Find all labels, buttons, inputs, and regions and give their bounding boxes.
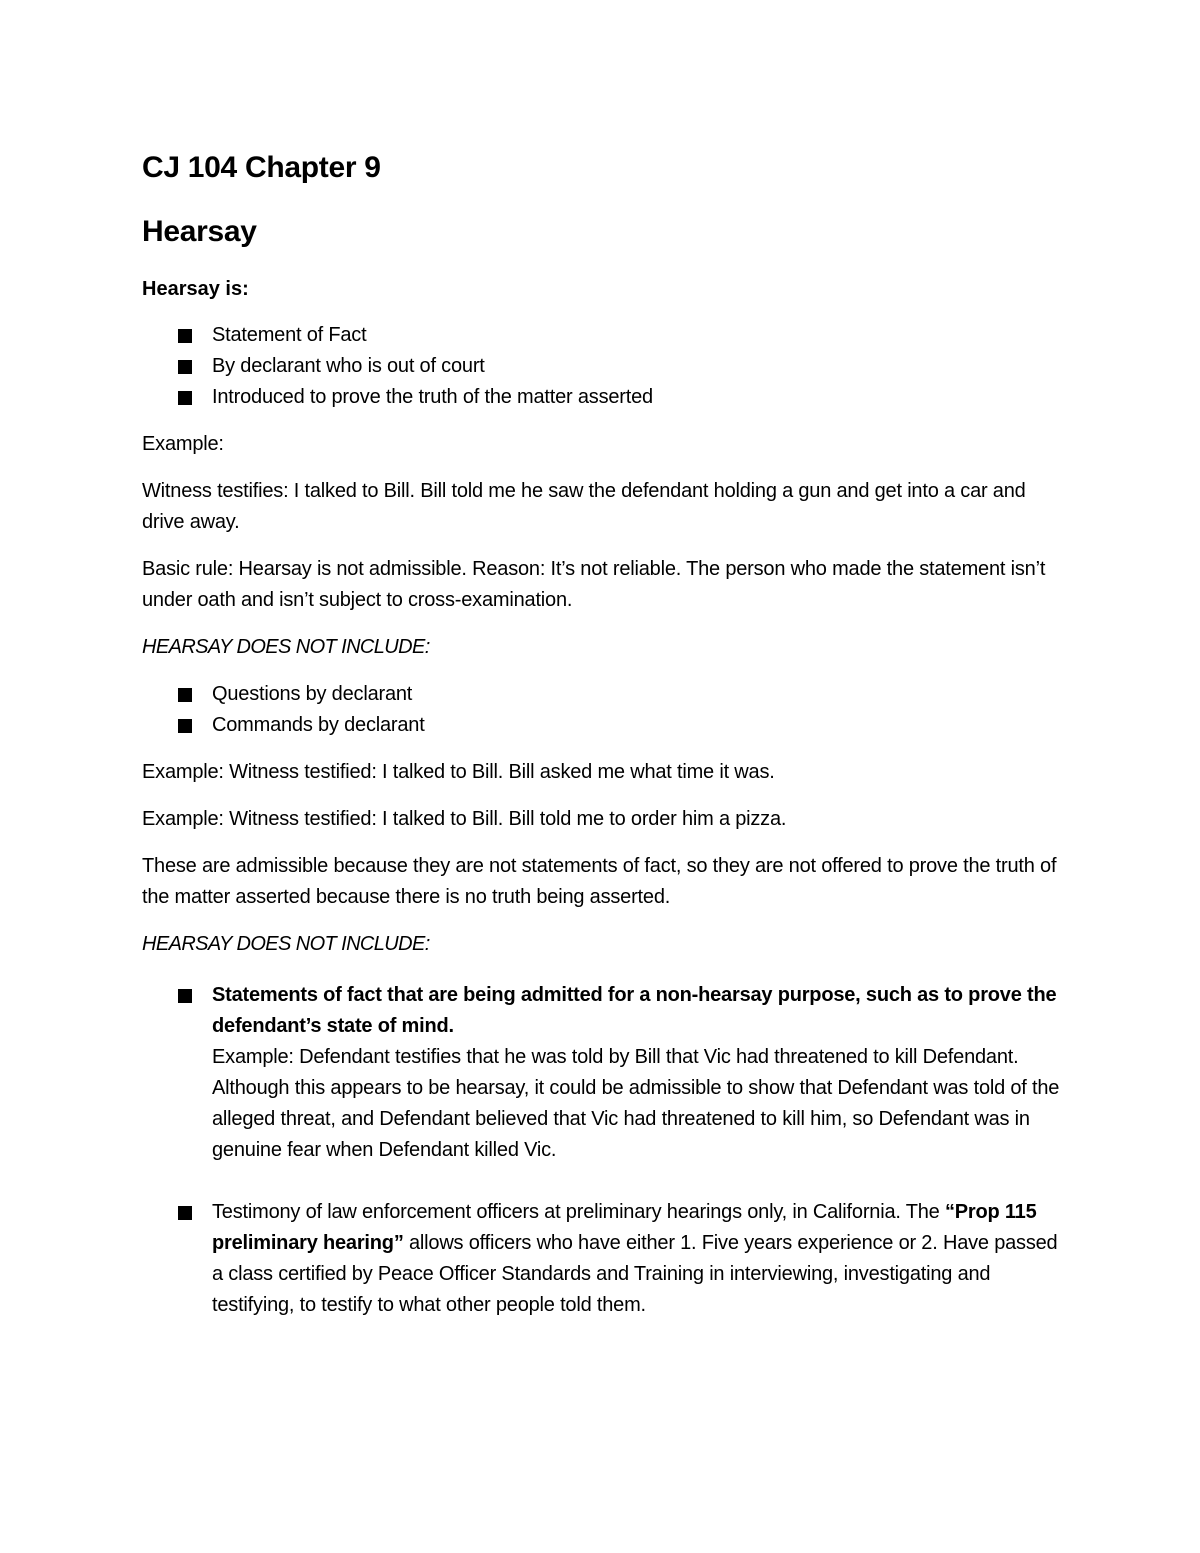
list-item-prop115 xyxy=(142,1197,1072,1321)
list-item-state-of-mind xyxy=(142,980,1072,1166)
list-item: By declarant who is out of court xyxy=(142,351,1072,382)
document-title: CJ 104 Chapter 9 xyxy=(142,151,381,184)
example-label: Example: xyxy=(142,433,224,455)
list-item: Statement of Fact xyxy=(142,320,1072,351)
not-include-detailed-list xyxy=(142,980,1072,1321)
section-heading: Hearsay xyxy=(142,215,257,248)
square-bullet-icon xyxy=(178,329,192,343)
square-bullet-icon xyxy=(178,719,192,733)
square-bullet-icon xyxy=(178,688,192,702)
example-command-paragraph: Example: Witness testified: I talked to Bill. Bill told me to order him a pizza. xyxy=(142,808,787,830)
square-bullet-icon xyxy=(178,1206,192,1220)
state-of-mind-bold: Statements of fact that are being admitted for a non-hearsay purpose, such as to prove the defendant’s state of mind. xyxy=(212,984,1057,1037)
definition-list xyxy=(142,320,1072,413)
list-item: Questions by declarant xyxy=(142,679,1072,710)
document-page xyxy=(142,148,1072,1321)
example-paragraph: Witness testifies: I talked to Bill. Bill told me he saw the defendant holding a gun and get into a car and drive away. xyxy=(142,480,1026,533)
admissible-explanation-paragraph: These are admissible because they are not statements of fact, so they are not offered to prove the truth of the matter asserted because there is no truth being asserted. xyxy=(142,855,1057,908)
example-question-paragraph: Example: Witness testified: I talked to Bill. Bill asked me what time it was. xyxy=(142,761,775,783)
prop115-text-before: Testimony of law enforcement officers at preliminary hearings only, in California. The xyxy=(212,1201,945,1223)
not-include-heading: HEARSAY DOES NOT INCLUDE: xyxy=(142,636,430,658)
prop115-text-after: allows officers who have either 1. Five years experience or 2. Have passed a class certified by Peace Officer Standards and Training in interviewing, investigating and testifying, to testify to what other people told them. xyxy=(212,1232,1058,1316)
prop115-bold: “Prop 115 preliminary hearing” xyxy=(212,1201,1037,1254)
list-item: Introduced to prove the truth of the matter asserted xyxy=(142,382,1072,413)
not-include-heading-second: HEARSAY DOES NOT INCLUDE: xyxy=(142,933,430,955)
square-bullet-icon xyxy=(178,989,192,1003)
basic-rule-paragraph: Basic rule: Hearsay is not admissible. Reason: It’s not reliable. The person who made the statement isn’t under oath and isn’t subject to cross-examination. xyxy=(142,558,1046,611)
not-include-list xyxy=(142,679,1072,741)
square-bullet-icon xyxy=(178,360,192,374)
list-item: Commands by declarant xyxy=(142,710,1072,741)
definition-heading: Hearsay is: xyxy=(142,278,249,300)
square-bullet-icon xyxy=(178,391,192,405)
state-of-mind-example: Example: Defendant testifies that he was told by Bill that Vic had threatened to kill Defendant. Although this appears to be hearsay, it could be admissible to show that Defendant was told of the alleged threat, and Defendant believed that Vic had threatened to kill him, so Defendant was in genuine fear when Defendant killed Vic. xyxy=(212,1046,1060,1161)
